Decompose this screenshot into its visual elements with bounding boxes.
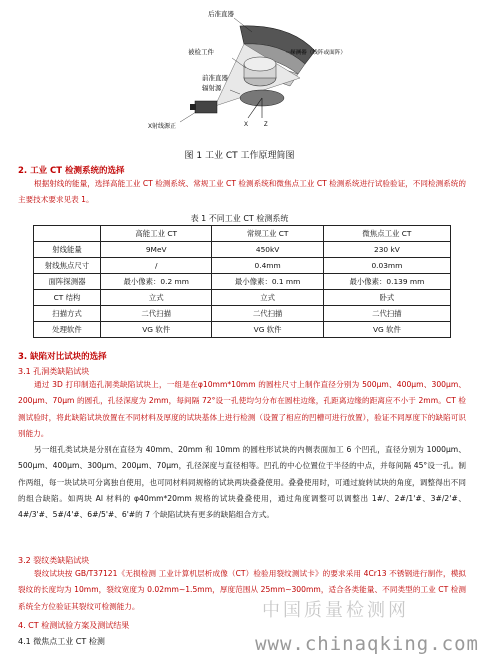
table-row xyxy=(34,258,451,274)
table-row xyxy=(34,274,451,290)
detector-label: 探测器（线阵或面阵） xyxy=(290,50,346,56)
table-row xyxy=(34,306,451,322)
section4-sub1: 4.1 微焦点工业 CT 检测 xyxy=(18,637,105,646)
section2-heading: 2. 工业 CT 检测系统的选择 xyxy=(18,166,125,176)
section3-heading: 3. 缺陷对比试块的选择 xyxy=(18,352,107,362)
table-header-cell: 微焦点工业 CT xyxy=(323,226,450,242)
section2-paragraph: 根据射线的能量，选择高能工业 CT 检测系统、常规工业 CT 检测系统和微焦点工业 CT 检测系统进行试验验证，不同检测系统的主要技术要求见表 1。 xyxy=(18,179,466,205)
table-cell: 面阵探测器 xyxy=(34,274,101,290)
table-cell: 扫描方式 xyxy=(34,306,101,322)
section4-heading: 4. CT 检测试验方案及测试结果 xyxy=(18,621,130,630)
table-caption: 表 1 不同工业 CT 检测系统 xyxy=(190,214,289,223)
table-cell: 射线焦点尺寸 xyxy=(34,258,101,274)
section3-paragraph3: 裂纹试块按 GB/T37121《无损检测 工业计算机层析成像（CT）检验用裂纹测试卡》的要求采用 4Cr13 不锈钢进行制作，模拟裂纹的长度均为 10mm，裂纹宽度为 0.02mm~1.5mm，厚度范围从 25mm~300mm，适合各类能量、不同类型的工业 CT 检测系统全方位验证其裂纹可检测能力。 xyxy=(18,569,466,611)
section3-paragraph2: 另一组孔类试块是分别在直径为 40mm、20mm 和 10mm 的圆柱形试块的内侧表面加工 6 个凹孔，直径分别为 1000μm、500μm、400μm、300μm、200μm、70μm，孔径深度与直径相等。凹孔的中心位置位于半径的中点，并每间隔 45°设一孔。制作两组，每一块试块可分离独自使用，也可同材料同规格的试块两块叠叠使用。叠叠使用时，可通过旋转试块的角度，调整得出不同的组合缺陷。如两块 Al 材料的 φ40mm*20mm 规格的试块叠叠使用，通过角度调整可以调整出 1#/、2#/1'#、3#/2'#、4#/3'#、5#/4'#、6#/5'#、6'#的 7 个缺陷试块有更多的缺陷组合方式。 xyxy=(18,445,466,520)
table-cell: 230 kV xyxy=(323,242,450,258)
workpiece-label: 被检工件 xyxy=(188,49,214,56)
axis-x-label: X xyxy=(244,122,249,128)
ct-diagram xyxy=(140,6,350,132)
table-header-row xyxy=(34,226,451,242)
table-cell: 9MeV xyxy=(101,242,212,258)
watermark-url: www.chinaqking.com xyxy=(255,633,479,655)
table-cell: VG 软件 xyxy=(323,322,450,338)
table-cell: 二代扫描 xyxy=(101,306,212,322)
table-header-cell: 常规工业 CT xyxy=(212,226,323,242)
table-cell: 最小像素：0.1 mm xyxy=(212,274,323,290)
rear-collimator-label: 后准直器 xyxy=(208,11,234,18)
table-cell: 二代扫描 xyxy=(212,306,323,322)
table-row xyxy=(34,290,451,306)
xray-source-label: X射线源正 xyxy=(148,124,177,130)
table-header-cell xyxy=(34,226,101,242)
table-cell: VG 软件 xyxy=(101,322,212,338)
radiation-source-label: 辐射源 xyxy=(202,85,222,92)
table-cell: 0.03mm xyxy=(323,258,450,274)
table-cell: 0.4mm xyxy=(212,258,323,274)
table-row xyxy=(34,322,451,338)
table-cell: VG 软件 xyxy=(212,322,323,338)
table-cell: / xyxy=(101,258,212,274)
table-row xyxy=(34,242,451,258)
table-cell: 二代扫描 xyxy=(323,306,450,322)
front-collimator-label: 前准直器 xyxy=(202,75,228,82)
table-cell: 卧式 xyxy=(323,290,450,306)
section3-sub1: 3.1 孔洞类缺陷试块 xyxy=(18,367,90,376)
table-cell: 最小像素：0.139 mm xyxy=(323,274,450,290)
figure-caption: 图 1 工业 CT 工作原理简图 xyxy=(184,151,295,161)
table-cell: 处理软件 xyxy=(34,322,101,338)
table-cell: CT 结构 xyxy=(34,290,101,306)
table-cell: 450kV xyxy=(212,242,323,258)
axis-z-label: Z xyxy=(264,122,268,128)
section3-sub2: 3.2 裂纹类缺陷试块 xyxy=(18,556,90,565)
watermark-faint: 中国质量检测网 xyxy=(262,600,409,621)
ct-principle-figure xyxy=(140,6,350,132)
table-cell: 射线能量 xyxy=(34,242,101,258)
table-cell: 最小像素：0.2 mm xyxy=(101,274,212,290)
table-cell: 立式 xyxy=(212,290,323,306)
table-header-cell: 高能工业 CT xyxy=(101,226,212,242)
xray-source-box xyxy=(195,101,217,113)
section3-paragraph1: 通过 3D 打印制造孔洞类缺陷试块上，一组是在φ10mm*10mm 的圆柱尺寸上制作直径分别为 500μm、400μm、300μm、200μm、70μm 的圆孔，孔径深度为 2mm，每间隔 72°设一孔使均匀分布在圆柱边缘，孔距离边缘的距离应不小于 2mm。CT 检测试验时，将此缺陷试块放置在不同材料及厚度的试块基体上进行检测（设置了相应的凹槽可进行放置），验证不同厚度下的缺陷可识别能力。 xyxy=(18,380,466,438)
table-cell: 立式 xyxy=(101,290,212,306)
ct-systems-table xyxy=(33,225,451,338)
